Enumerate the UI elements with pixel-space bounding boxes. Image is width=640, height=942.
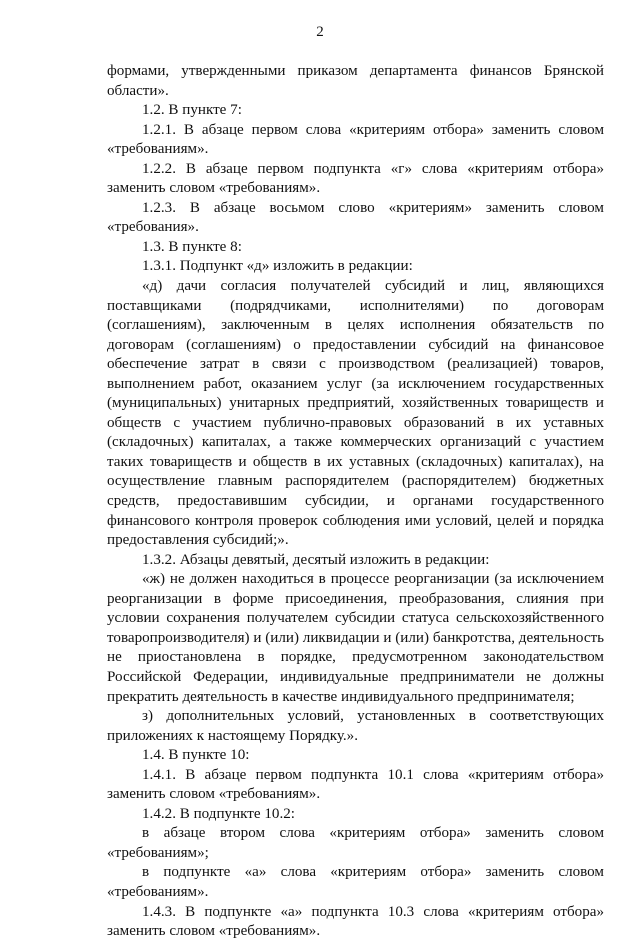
paragraph-2: 1.2. В пункте 7: xyxy=(142,102,242,119)
paragraph-3: 1.2.1. В абзаце первом слова «критериям отбора» заменить словом «требованиям». xyxy=(107,121,604,158)
paragraph-16: в подпункте «а» слова «критериям отбора» заменить словом «требованиям». xyxy=(107,864,604,900)
page-number: 2 xyxy=(316,24,324,40)
paragraph-17: 1.4.3. В подпункте «а» подпункта 10.3 слова «критериям отбора» заменить словом «требованиям». xyxy=(107,903,604,940)
paragraph-12: 1.4. В пункте 10: xyxy=(142,747,250,764)
paragraph-1: формами, утвержденными приказом департамента финансов Брянской области». xyxy=(107,63,604,99)
paragraph-13: 1.4.1. В абзаце первом подпункта 10.1 слова «критериям отбора» заменить словом «требованиям». xyxy=(107,766,604,803)
paragraph-14: 1.4.2. В подпункте 10.2: xyxy=(142,805,295,822)
paragraph-4: 1.2.2. В абзаце первом подпункта «г» слова «критериям отбора» заменить словом «требованиям». xyxy=(107,160,604,197)
paragraph-11: з) дополнительных условий, установленных в соответствующих приложениях к настоящему Порядку.». xyxy=(107,708,604,744)
document-body xyxy=(107,62,604,942)
paragraph-8: «д) дачи согласия получателей субсидий и лиц, являющихся поставщиками (подрядчиками, исполнителями) по договорам (соглашениям), заключенным в целях исполнения обязательств по договорам (соглашениям) о предоставлении субсидий на финансовое обеспечение затрат в связи с производством (реализацией) товаров, выполнением работ, оказанием услуг (за исключением государственных (муниципальных) унитарных предприятий, хозяйственных товариществ и обществ с участием публично-правовых образований в их уставных (складочных) капиталах, а также коммерческих организаций с участием таких товариществ и обществ в их уставных (складочных) капиталах), на осуществление главным распорядителем (распорядителем) бюджетных средств, предоставившим субсидии, и органами государственного финансового контроля проверок соблюдения ими условий, целей и порядка предоставления субсидий;». xyxy=(107,278,604,549)
paragraph-6: 1.3. В пункте 8: xyxy=(142,238,242,255)
paragraph-9: 1.3.2. Абзацы девятый, десятый изложить в редакции: xyxy=(142,551,490,568)
paragraph-15: в абзаце втором слова «критериям отбора» заменить словом «требованиям»; xyxy=(107,825,604,861)
paragraph-10: «ж) не должен находиться в процессе реорганизации (за исключением реорганизации в форме присоединения, преобразования, слияния при условии сохранения получателем субсидии статуса сельскохозяйственного товаропроизводителя) и (или) ликвидации и (или) банкротства, деятельность не приостановлена в порядке, предусмотренном законодательством Российской Федерации, индивидуальные предприниматели не должны прекратить деятельность в качестве индивидуального предпринимателя; xyxy=(107,571,604,705)
paragraph-5: 1.2.3. В абзаце восьмом слово «критериям» заменить словом «требования». xyxy=(107,199,604,236)
paragraph-7: 1.3.1. Подпункт «д» изложить в редакции: xyxy=(142,258,413,275)
